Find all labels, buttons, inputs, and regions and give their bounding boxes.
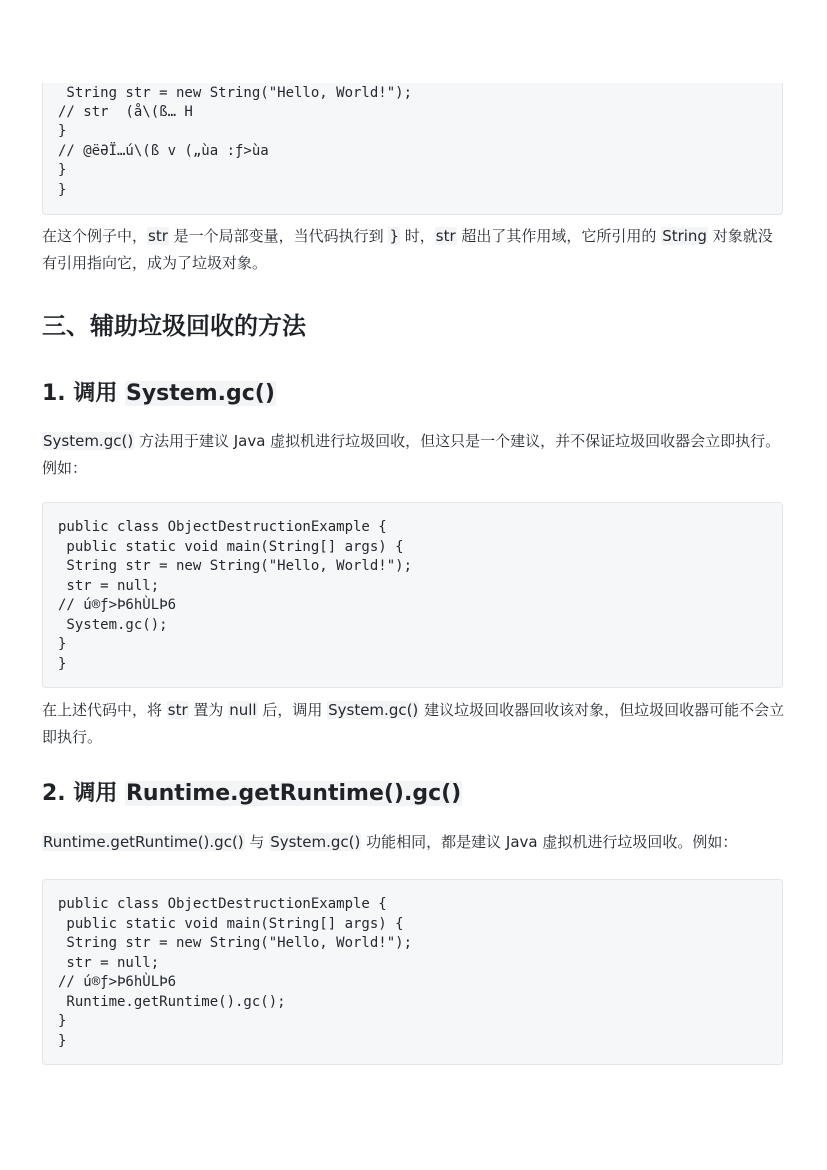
code-line: } [58,123,67,139]
inline-code: String [662,227,707,245]
code-line: // @ëƏÏ…ú\(ß v („ùa :ƒ>ùa [58,143,269,159]
text: 与 [244,833,270,851]
code-line: } [58,636,67,652]
code-line: } [58,1013,67,1029]
section-heading: 三、辅助垃圾回收的方法 [42,312,306,340]
inline-code: System.gc() [270,833,361,851]
code-line: String str = new String("Hello, World!"); [58,558,413,574]
text: 时， [399,227,435,245]
code-line: str = null; [58,955,160,971]
inline-code: str [167,701,188,719]
inline-code: str [148,227,168,245]
code-line: public class ObjectDestructionExample { [58,519,387,535]
code-line: String str = new String("Hello, World!"); [58,935,413,951]
code-line: public static void main(String[] args) { [58,539,404,555]
code-line: System.gc(); [58,617,168,633]
text: 方法用于建议 Java 虚拟机进行垃圾回收，但这只是一个建议，并不保证垃圾回收器会立即执行。例如： [42,432,781,477]
subsection-heading-runtime-gc [42,776,462,812]
text: 是一个局部变量，当代码执行到 [168,227,389,245]
paragraph-runtime-gc [42,829,787,856]
text: 在这个例子中， [42,227,148,245]
inline-code: System.gc() [328,701,419,719]
text: 后，调用 [257,701,328,719]
text: 对象就没有引用指向它，成为了垃圾对象。 [42,227,773,272]
code-block-3 [42,879,783,1065]
code-line: } [58,182,67,198]
paragraph-system-gc [42,428,787,482]
heading-code: System.gc() [125,381,275,406]
heading-prefix: 2. 调用 [42,781,125,806]
paragraph-system-gc-explanation [42,697,787,751]
inline-code: null [229,701,257,719]
code-line: } [58,656,67,672]
paragraph-scope-explanation [42,223,787,277]
heading-code: Runtime.getRuntime().gc() [125,781,462,806]
code-block-2 [42,502,783,688]
code-line: Runtime.getRuntime().gc(); [58,994,286,1010]
code-line: str = null; [58,578,160,594]
inline-code: str [435,227,456,245]
code-line: public static void main(String[] args) { [58,916,404,932]
code-line: String str = new String("Hello, World!"); [58,85,413,101]
subsection-heading-system-gc [42,376,276,412]
code-line: } [58,162,67,178]
inline-code: Runtime.getRuntime().gc() [43,833,244,851]
code-line: // ú®ƒ>Þ6hÙLÞ6 [58,597,177,613]
code-block-1 [42,83,783,215]
code-line: // str (å\(ß… H [58,104,193,120]
heading-prefix: 1. 调用 [42,381,125,406]
text: 超出了其作用域，它所引用的 [456,227,662,245]
inline-code: System.gc() [43,432,134,450]
code-line: public class ObjectDestructionExample { [58,896,387,912]
text: 建议垃圾回收器回收该对象，但垃圾回收器可能不会立即执行。 [42,701,785,746]
text: 置为 [188,701,229,719]
code-line: } [58,1033,67,1049]
text: 功能相同，都是建议 Java 虚拟机进行垃圾回收。例如： [361,833,738,851]
inline-code: } [389,227,399,245]
text: 在上述代码中，将 [42,701,167,719]
code-line: // ú®ƒ>Þ6hÙLÞ6 [58,974,177,990]
